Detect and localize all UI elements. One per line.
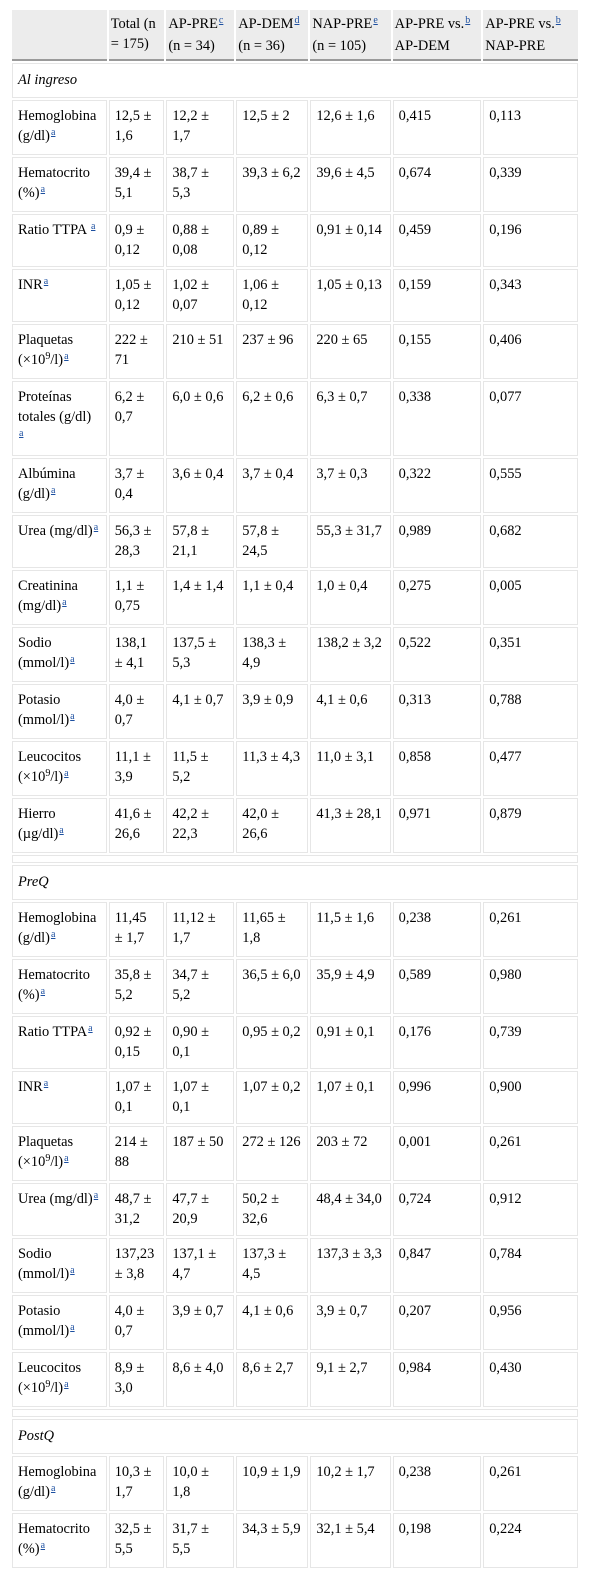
footnote-link[interactable]: a (50, 127, 56, 138)
footnote-link[interactable]: c (218, 15, 224, 26)
table-cell: 187 ± 50 (166, 1126, 234, 1181)
table-cell: 0,322 (393, 458, 482, 513)
column-header (109, 10, 165, 61)
row-label-text: Urea (mg/dl) (18, 1191, 93, 1207)
section-title: Al ingreso (12, 63, 578, 98)
table-cell: 0,275 (393, 570, 482, 625)
footnote-link[interactable]: a (40, 184, 46, 195)
row-label-text: Creatinina (mg/dl) (18, 578, 78, 614)
column-header-label: (n = 36) (238, 38, 285, 54)
table-cell: 0,879 (483, 798, 578, 853)
table-cell: 39,4 ± 5,1 (109, 157, 165, 212)
row-label (12, 627, 107, 682)
table-cell: 0,971 (393, 798, 482, 853)
table-cell: 6,2 ± 0,7 (109, 381, 165, 456)
table-cell: 12,5 ± 2 (236, 100, 308, 155)
table-cell: 4,0 ± 0,7 (109, 684, 165, 739)
footnote-link[interactable]: a (50, 1483, 56, 1494)
footnote-link[interactable]: b (465, 15, 471, 26)
row-label-text: Hemoglobina (g/dl) (18, 1464, 97, 1500)
table-cell: 0,858 (393, 741, 482, 796)
table-cell: 272 ± 126 (236, 1126, 308, 1181)
table-cell: 4,1 ± 0,7 (166, 684, 234, 739)
row-label (12, 1016, 107, 1069)
row-label-text: Potasio (mmol/l) (18, 1303, 70, 1339)
column-header (236, 10, 308, 61)
row-label (12, 515, 107, 568)
table-cell: 138,1 ± 4,1 (109, 627, 165, 682)
table-cell: 0,92 ± 0,15 (109, 1016, 165, 1069)
row-label-text: Urea (mg/dl) (18, 523, 93, 539)
section-spacer (12, 855, 578, 863)
column-header-label: AP-PRE vs. (485, 16, 555, 32)
table-cell: 3,6 ± 0,4 (166, 458, 234, 513)
table-cell: 220 ± 65 (310, 324, 390, 379)
table-cell: 39,6 ± 4,5 (310, 157, 390, 212)
table-cell: 1,0 ± 0,4 (310, 570, 390, 625)
footnote-link[interactable]: a (70, 1322, 75, 1333)
table-cell: 0,415 (393, 100, 482, 155)
table-cell: 56,3 ± 28,3 (109, 515, 165, 568)
table-cell: 0,351 (483, 627, 578, 682)
column-header-label (312, 16, 377, 54)
row-label-text: Hierro (µg/dl) (18, 806, 59, 842)
table-row (12, 100, 578, 155)
row-label (12, 214, 107, 267)
footnote-link[interactable]: a (40, 986, 46, 997)
table-cell: 8,9 ± 3,0 (109, 1352, 165, 1407)
superscript: 9 (45, 1153, 51, 1164)
column-header-label: NAP-PRE (485, 38, 546, 54)
table-cell: 138,2 ± 3,2 (310, 627, 390, 682)
row-label (12, 1352, 107, 1407)
row-label-text: INR (18, 1079, 43, 1095)
table-cell: 11,5 ± 1,6 (310, 902, 390, 957)
superscript: 9 (45, 1379, 51, 1390)
table-cell: 12,6 ± 1,6 (310, 100, 390, 155)
row-label (12, 684, 107, 739)
superscript: 9 (45, 351, 51, 362)
table-cell: 0,847 (393, 1238, 482, 1293)
table-cell: 0,198 (393, 1513, 482, 1568)
table-cell: 4,1 ± 0,6 (236, 1295, 308, 1350)
table-cell: 0,001 (393, 1126, 482, 1181)
table-cell: 0,989 (393, 515, 482, 568)
row-label-text: Plaquetas $(\times 10^9/l)$ (18, 332, 74, 368)
table-cell: 0,739 (483, 1016, 578, 1069)
column-header-label: AP-PRE vs. (394, 16, 465, 32)
table-cell: 0,224 (483, 1513, 578, 1568)
row-label (12, 570, 107, 625)
table-cell: 10,0 ± 1,8 (166, 1456, 234, 1511)
table-row (12, 1126, 578, 1181)
lab-values-table (10, 8, 580, 1570)
table-cell: 0,9 ± 0,12 (109, 214, 165, 267)
section-header-row (12, 1419, 578, 1454)
table-cell: 0,430 (483, 1352, 578, 1407)
table-cell: 36,5 ± 6,0 (236, 959, 308, 1014)
section-spacer (12, 1409, 578, 1417)
column-header-label (395, 16, 471, 54)
table-cell: 0,788 (483, 684, 578, 739)
table-row (12, 381, 578, 456)
table-cell: 3,9 ± 0,9 (236, 684, 308, 739)
footnote-link[interactable]: a (93, 1190, 99, 1201)
table-cell: 12,5 ± 1,6 (109, 100, 165, 155)
table-row (12, 798, 578, 853)
table-row (12, 214, 578, 267)
table-cell: 0,88 ± 0,08 (166, 214, 234, 267)
table-cell: 1,07 ± 0,1 (310, 1071, 390, 1124)
table-row (12, 1238, 578, 1293)
row-label (12, 1238, 107, 1293)
table-cell: 137,1 ± 4,7 (166, 1238, 234, 1293)
footnote-link[interactable]: a (19, 428, 24, 439)
table-cell: 34,3 ± 5,9 (236, 1513, 308, 1568)
table-cell: 6,2 ± 0,6 (236, 381, 308, 456)
column-header (166, 10, 234, 61)
footnote-link[interactable]: a (88, 1023, 93, 1034)
table-cell: 1,1 ± 0,4 (236, 570, 308, 625)
footnote-link[interactable]: a (93, 522, 99, 533)
row-label-text: Albúmina (g/dl) (18, 466, 76, 502)
table-cell: 0,912 (483, 1183, 578, 1236)
table-cell: 6,0 ± 0,6 (166, 381, 234, 456)
row-label-text: INR (18, 277, 43, 293)
table-cell: 9,1 ± 2,7 (310, 1352, 390, 1407)
table-row (12, 1513, 578, 1568)
row-label (12, 1295, 107, 1350)
row-label (12, 1456, 107, 1511)
footnote-link[interactable]: a (64, 1379, 69, 1390)
table-row (12, 627, 578, 682)
footnote-link[interactable]: a (43, 276, 49, 287)
table-cell: 214 ± 88 (109, 1126, 165, 1181)
table-cell: 12,2 ± 1,7 (166, 100, 234, 155)
footnote-link[interactable]: a (62, 597, 67, 608)
spacer-cell (12, 855, 578, 863)
table-cell: 32,5 ± 5,5 (109, 1513, 165, 1568)
table-cell: 0,674 (393, 157, 482, 212)
table-body (12, 63, 578, 1568)
column-header-label: (n = 105) (312, 38, 367, 54)
row-label-text: Hemoglobina (g/dl) (18, 910, 97, 946)
footnote-link[interactable]: a (64, 768, 69, 779)
row-label (12, 741, 107, 796)
section-title: PreQ (12, 865, 578, 900)
table-cell: 10,9 ± 1,9 (236, 1456, 308, 1511)
table-cell: 0,984 (393, 1352, 482, 1407)
table-cell: 42,0 ± 26,6 (236, 798, 308, 853)
column-header-label (485, 16, 561, 54)
row-label-text: Hemoglobina (g/dl) (18, 108, 97, 144)
table-row (12, 269, 578, 322)
table-cell: 0,261 (483, 1126, 578, 1181)
table-cell: 4,0 ± 0,7 (109, 1295, 165, 1350)
table-cell: 138,3 ± 4,9 (236, 627, 308, 682)
row-label-text: Proteínas totales (g/dl) (18, 389, 92, 425)
row-label-text: Ratio TTPA (18, 1024, 88, 1040)
table-cell: 1,07 ± 0,1 (166, 1071, 234, 1124)
table-cell: 48,7 ± 31,2 (109, 1183, 165, 1236)
table-cell: 0,343 (483, 269, 578, 322)
row-label-text: Sodio (mmol/l) (18, 635, 70, 671)
footnote-link[interactable]: a (64, 351, 69, 362)
footnote-link[interactable]: a (59, 825, 64, 836)
column-header-label: AP-DEM (394, 38, 450, 54)
column-header (483, 10, 578, 61)
table-cell: 57,8 ± 21,1 (166, 515, 234, 568)
table-cell: 0,196 (483, 214, 578, 267)
row-label-text: Leucocitos $(\times 10^9/l)$ (18, 749, 82, 785)
footnote-link[interactable]: a (50, 485, 56, 496)
table-row (12, 959, 578, 1014)
table-cell: 0,339 (483, 157, 578, 212)
column-header (393, 10, 482, 61)
table-cell: 1,06 ± 0,12 (236, 269, 308, 322)
table-cell: 47,7 ± 20,9 (166, 1183, 234, 1236)
row-label (12, 798, 107, 853)
section-header-row (12, 865, 578, 900)
column-header (310, 10, 390, 61)
table-cell: 1,07 ± 0,1 (109, 1071, 165, 1124)
table-cell: 0,91 ± 0,1 (310, 1016, 390, 1069)
table-cell: 137,5 ± 5,3 (166, 627, 234, 682)
table-row (12, 157, 578, 212)
footnote-link[interactable]: a (43, 1078, 49, 1089)
footnote-link[interactable]: a (90, 221, 96, 232)
table-row (12, 1456, 578, 1511)
row-label (12, 1126, 107, 1181)
table-cell: 1,07 ± 0,2 (236, 1071, 308, 1124)
table-cell: 55,3 ± 31,7 (310, 515, 390, 568)
table-cell: 1,1 ± 0,75 (109, 570, 165, 625)
table-cell: 10,3 ± 1,7 (109, 1456, 165, 1511)
table-cell: 0,522 (393, 627, 482, 682)
row-label-text: Hematocrito (%) (18, 967, 90, 1003)
table-cell: 0,238 (393, 1456, 482, 1511)
table-cell: 3,9 ± 0,7 (166, 1295, 234, 1350)
table-cell: 50,2 ± 32,6 (236, 1183, 308, 1236)
table-cell: 0,261 (483, 1456, 578, 1511)
row-label (12, 458, 107, 513)
table-cell: 3,7 ± 0,4 (236, 458, 308, 513)
footnote-link[interactable]: a (40, 1540, 46, 1551)
table-cell: 1,05 ± 0,12 (109, 269, 165, 322)
footnote-link[interactable]: a (64, 1153, 69, 1164)
column-header-label (168, 16, 223, 54)
row-label (12, 1513, 107, 1568)
table-cell: 10,2 ± 1,7 (310, 1456, 390, 1511)
table-row (12, 1295, 578, 1350)
table-cell: 0,113 (483, 100, 578, 155)
table-cell: 237 ± 96 (236, 324, 308, 379)
row-label (12, 1071, 107, 1124)
table-cell: 41,6 ± 26,6 (109, 798, 165, 853)
table-cell: 32,1 ± 5,4 (310, 1513, 390, 1568)
row-label (12, 959, 107, 1014)
table-cell: 11,65 ± 1,8 (236, 902, 308, 957)
table-cell: 0,261 (483, 902, 578, 957)
column-header-label (238, 16, 299, 54)
column-header-label: NAP-PRE (312, 16, 373, 32)
table-cell: 0,555 (483, 458, 578, 513)
table-cell: 0,89 ± 0,12 (236, 214, 308, 267)
footnote-link[interactable]: a (70, 654, 75, 665)
footnote-link[interactable]: a (70, 711, 75, 722)
table-cell: 0,159 (393, 269, 482, 322)
section-header-row (12, 63, 578, 98)
row-label (12, 902, 107, 957)
table-cell: 1,02 ± 0,07 (166, 269, 234, 322)
table-cell: 0,724 (393, 1183, 482, 1236)
row-label (12, 157, 107, 212)
table-cell: 0,91 ± 0,14 (310, 214, 390, 267)
table-cell: 0,459 (393, 214, 482, 267)
table-cell: 137,3 ± 4,5 (236, 1238, 308, 1293)
table-cell: 0,477 (483, 741, 578, 796)
footnote-link[interactable]: b (555, 15, 561, 26)
row-label-text: Hematocrito (%) (18, 165, 90, 201)
table-cell: 203 ± 72 (310, 1126, 390, 1181)
table-cell: 11,3 ± 4,3 (236, 741, 308, 796)
row-label-text: Potasio (mmol/l) (18, 692, 70, 728)
column-header (12, 10, 107, 61)
table-cell: 39,3 ± 6,2 (236, 157, 308, 212)
table-cell: 0,682 (483, 515, 578, 568)
table-cell: 11,45 ± 1,7 (109, 902, 165, 957)
table-cell: 48,4 ± 34,0 (310, 1183, 390, 1236)
table-row (12, 1071, 578, 1124)
row-label-text: Leucocitos $(\times 10^9/l)$ (18, 1360, 82, 1396)
table-row (12, 1016, 578, 1069)
table-cell: 210 ± 51 (166, 324, 234, 379)
footnote-link[interactable]: e (373, 15, 378, 26)
table-cell: 0,996 (393, 1071, 482, 1124)
table-cell: 11,12 ± 1,7 (166, 902, 234, 957)
column-header-label: (n = 34) (168, 38, 215, 54)
table-cell: 0,313 (393, 684, 482, 739)
table-cell: 4,1 ± 0,6 (310, 684, 390, 739)
spacer-cell (12, 1409, 578, 1417)
table-cell: 42,2 ± 22,3 (166, 798, 234, 853)
table-cell: 0,005 (483, 570, 578, 625)
table-row (12, 458, 578, 513)
table-cell: 1,4 ± 1,4 (166, 570, 234, 625)
table-cell: 3,7 ± 0,3 (310, 458, 390, 513)
table-cell: 0,077 (483, 381, 578, 456)
table-cell: 31,7 ± 5,5 (166, 1513, 234, 1568)
table-cell: 3,7 ± 0,4 (109, 458, 165, 513)
table-header-row (12, 10, 578, 61)
table-cell: 0,900 (483, 1071, 578, 1124)
footnote-link[interactable]: d (294, 15, 300, 26)
table-row (12, 902, 578, 957)
table-cell: 0,90 ± 0,1 (166, 1016, 234, 1069)
superscript: 9 (45, 768, 51, 779)
table-cell: 0,406 (483, 324, 578, 379)
table-cell: 0,176 (393, 1016, 482, 1069)
row-label-text: Hematocrito (%) (18, 1521, 90, 1557)
row-label (12, 100, 107, 155)
table-cell: 35,8 ± 5,2 (109, 959, 165, 1014)
table-cell: 0,95 ± 0,2 (236, 1016, 308, 1069)
table-cell: 0,980 (483, 959, 578, 1014)
table-cell: 8,6 ± 4,0 (166, 1352, 234, 1407)
table-cell: 0,784 (483, 1238, 578, 1293)
table-cell: 0,238 (393, 902, 482, 957)
table-cell: 137,23 ± 3,8 (109, 1238, 165, 1293)
table-cell: 137,3 ± 3,3 (310, 1238, 390, 1293)
table-cell: 6,3 ± 0,7 (310, 381, 390, 456)
row-label-text: Sodio (mmol/l) (18, 1246, 70, 1282)
table-cell: 0,155 (393, 324, 482, 379)
row-label (12, 381, 107, 456)
table-cell: 38,7 ± 5,3 (166, 157, 234, 212)
footnote-link[interactable]: a (70, 1265, 75, 1276)
table-cell: 1,05 ± 0,13 (310, 269, 390, 322)
table-cell: 34,7 ± 5,2 (166, 959, 234, 1014)
table-row (12, 1352, 578, 1407)
table-cell: 0,956 (483, 1295, 578, 1350)
table-cell: 11,0 ± 3,1 (310, 741, 390, 796)
row-label-text: Plaquetas $(\times 10^9/l)$ (18, 1134, 74, 1170)
table-cell: 222 ± 71 (109, 324, 165, 379)
table-cell: 41,3 ± 28,1 (310, 798, 390, 853)
table-cell: 57,8 ± 24,5 (236, 515, 308, 568)
table-row (12, 684, 578, 739)
column-header-label: Total (n = 175) (110, 16, 156, 52)
section-title: PostQ (12, 1419, 578, 1454)
column-header-label: AP-PRE (168, 16, 218, 32)
table-row (12, 324, 578, 379)
row-label (12, 324, 107, 379)
table-row (12, 741, 578, 796)
table-cell: 0,589 (393, 959, 482, 1014)
table-cell: 0,338 (393, 381, 482, 456)
column-header-label: AP-DEM (238, 16, 294, 32)
table-cell: 11,5 ± 5,2 (166, 741, 234, 796)
row-label-text: Ratio TTPA (18, 222, 90, 238)
table-cell: 3,9 ± 0,7 (310, 1295, 390, 1350)
table-cell: 35,9 ± 4,9 (310, 959, 390, 1014)
table-cell: 8,6 ± 2,7 (236, 1352, 308, 1407)
table-row (12, 1183, 578, 1236)
row-label (12, 1183, 107, 1236)
table-row (12, 515, 578, 568)
table-cell: 11,1 ± 3,9 (109, 741, 165, 796)
row-label (12, 269, 107, 322)
table-cell: 0,207 (393, 1295, 482, 1350)
table-row (12, 570, 578, 625)
footnote-link[interactable]: a (50, 929, 56, 940)
